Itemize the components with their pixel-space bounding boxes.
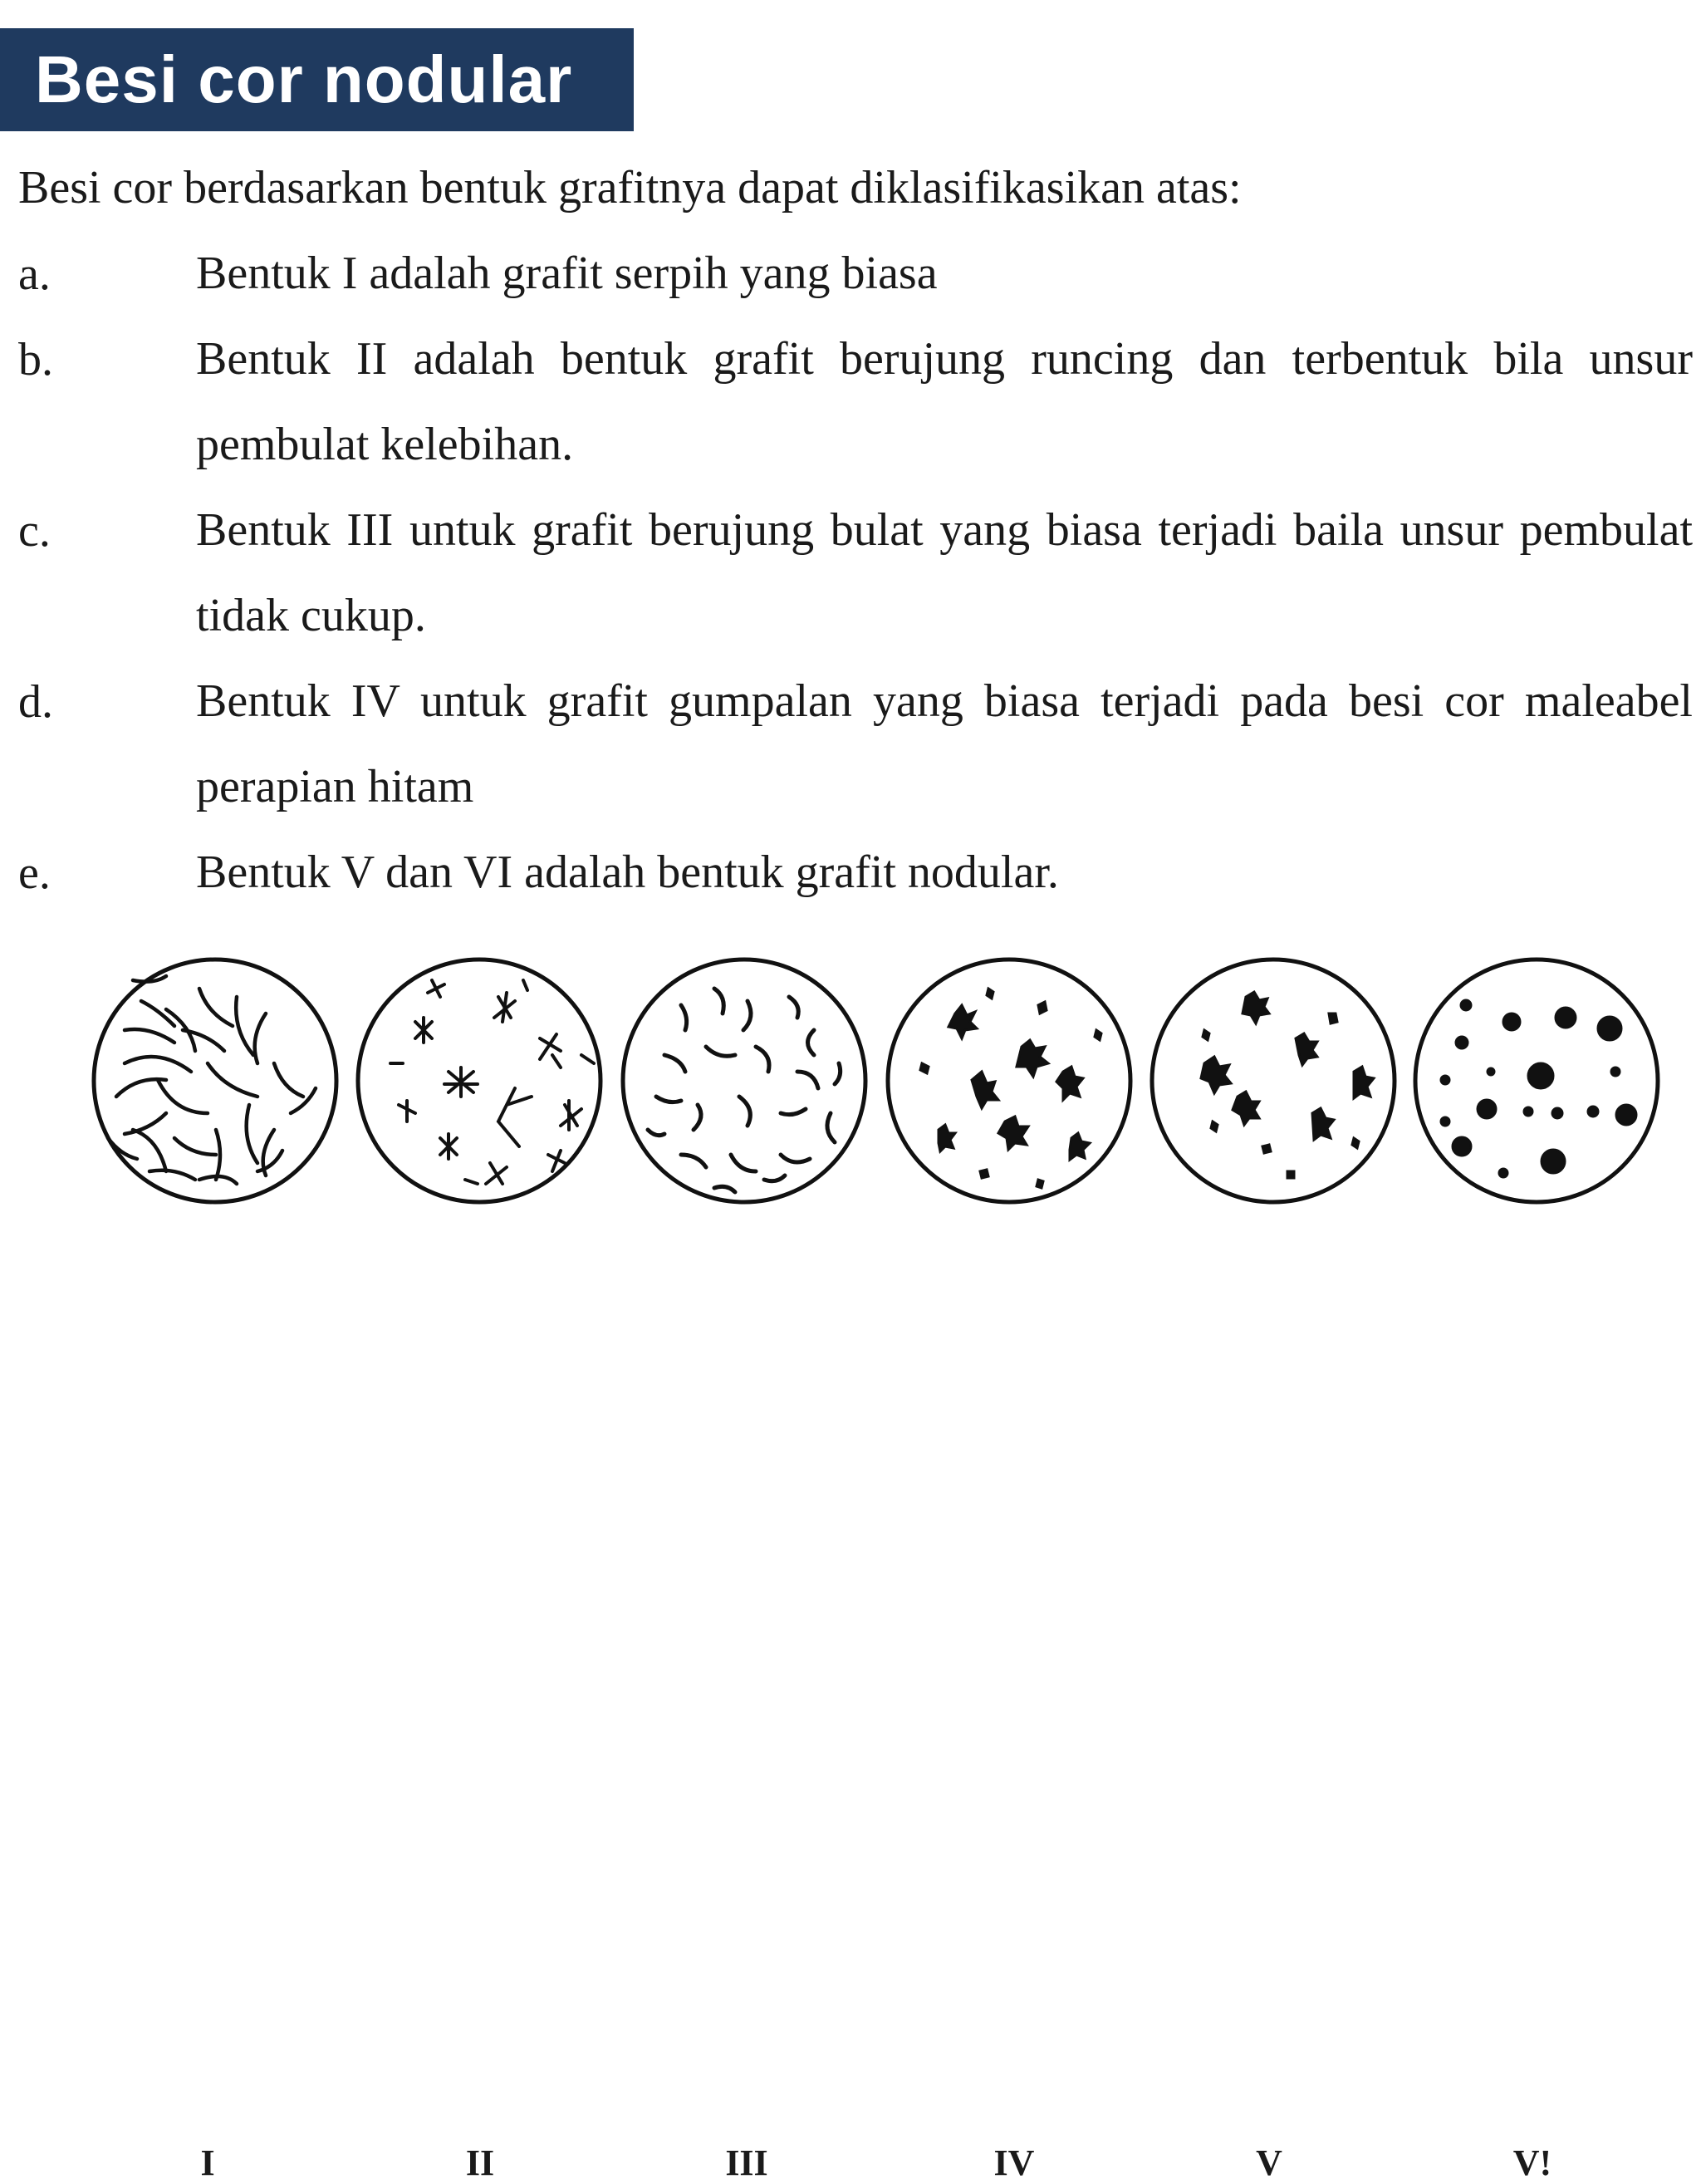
list-marker: b. xyxy=(18,334,53,385)
list-marker: a. xyxy=(18,248,51,300)
list-marker: e. xyxy=(18,847,51,899)
figure-label-i: I xyxy=(200,2142,215,2183)
title-banner xyxy=(0,28,634,131)
graphite-form-ii xyxy=(358,959,600,1202)
intro-paragraph: Besi cor berdasarkan bentuk grafitnya dapat diklasifikasikan atas: xyxy=(18,162,1242,213)
graphite-form-vi xyxy=(1415,959,1658,1202)
graphite-form-iv xyxy=(888,959,1130,1202)
graphite-form-i xyxy=(94,959,336,1202)
list-marker: d. xyxy=(18,676,53,728)
list-marker: c. xyxy=(18,505,51,557)
list-item-text: Bentuk II adalah bentuk grafit berujung runcing dan terbentuk bila unsur pembulat kelebihan. xyxy=(196,333,1693,470)
graphite-form-v xyxy=(1152,959,1395,1202)
figure-label-iii: III xyxy=(725,2142,768,2183)
figure-label-ii: II xyxy=(465,2142,495,2183)
figure-label-v: V xyxy=(1256,2142,1282,2183)
list-item-text: Bentuk V dan VI adalah bentuk grafit nodular. xyxy=(196,847,1059,898)
graphite-form-iii xyxy=(623,959,865,1202)
list-item-text: Bentuk III untuk grafit berujung bulat yang biasa terjadi baila unsur pembulat tidak cukup. xyxy=(196,504,1693,641)
list-item-text: Bentuk IV untuk grafit gumpalan yang biasa terjadi pada besi cor maleabel perapian hitam xyxy=(196,675,1693,812)
graphite-forms-figure xyxy=(0,930,1701,2183)
slide-title: Besi cor nodular xyxy=(35,42,573,116)
list-item-text: Bentuk I adalah grafit serpih yang biasa xyxy=(196,248,938,299)
figure-label-vi: V! xyxy=(1512,2142,1552,2183)
figure-label-iv: IV xyxy=(993,2142,1035,2183)
